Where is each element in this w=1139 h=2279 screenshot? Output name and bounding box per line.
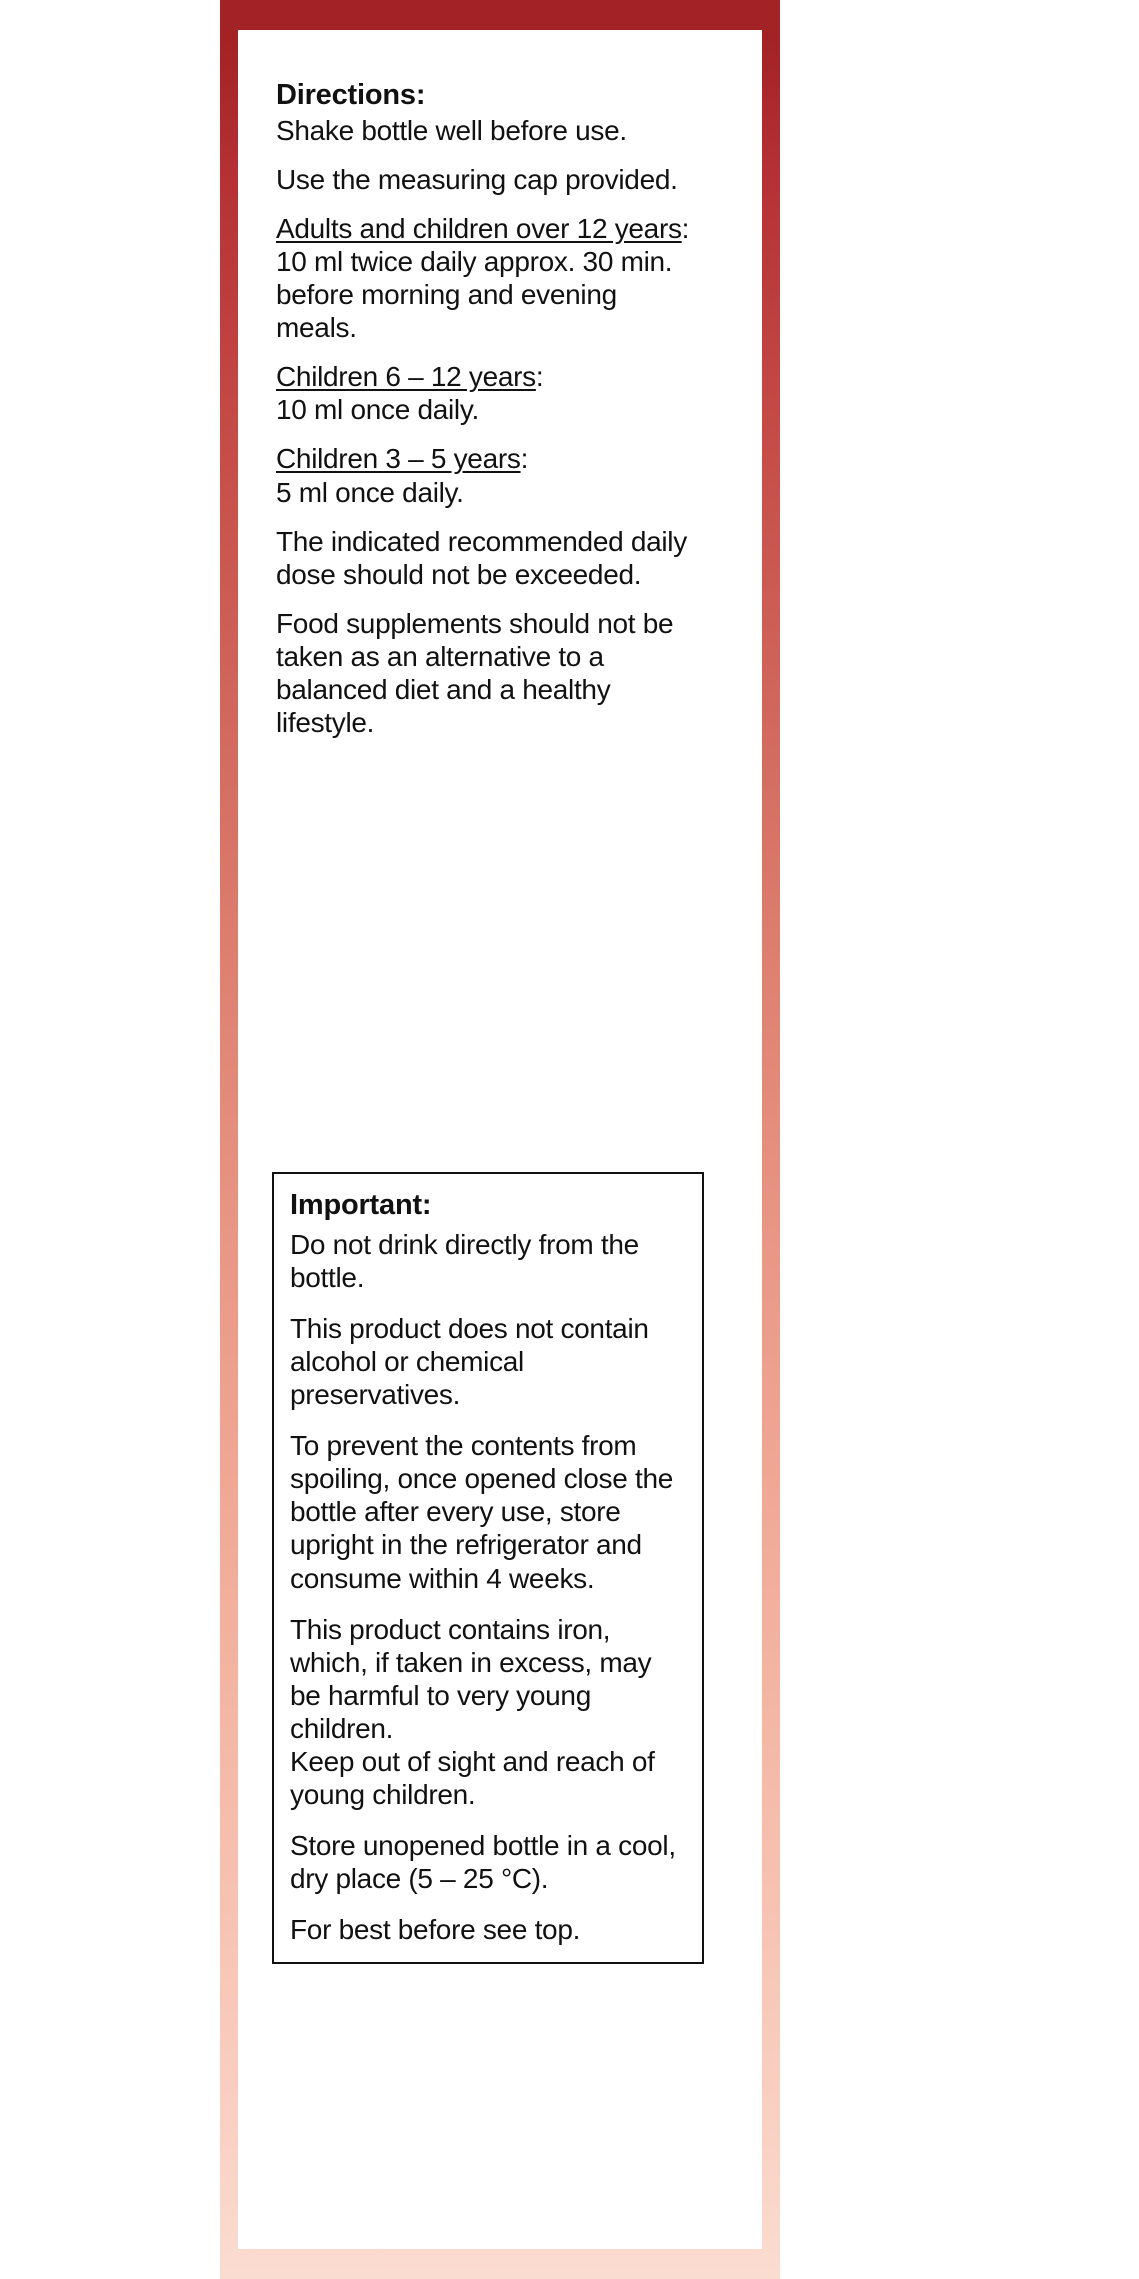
dosage-group-children-3-5-label-colon: : [520,443,529,475]
important-paragraph-storage-after-opening: To prevent the contents from spoiling, once opened close the bottle after every use, store upright in the refrigerator and consume within 4 weeks. [290,1430,673,1594]
dosage-group-children-3-5 [276,442,696,508]
dosage-group-adults-dose: 10 ml twice daily approx. 30 min. before morning and evening meals. [276,246,673,344]
dosage-group-children-3-5-label [276,442,696,475]
directions-section [276,78,696,755]
directions-paragraph-measuring-cap: Use the measuring cap provided. [276,164,678,196]
important-heading: Important: [290,1189,432,1221]
important-paragraph-keep-away-children: Keep out of sight and reach of young children. [290,1745,655,1810]
directions-paragraph-shake: Shake bottle well before use. [276,115,627,147]
dosage-group-children-6-12 [276,360,696,426]
dosage-group-adults-label-colon: : [681,213,690,245]
important-paragraph-iron-warning: This product contains iron, which, if taken in excess, may be harmful to very young children. [290,1613,652,1744]
label-color-band [220,0,780,2279]
directions-heading: Directions: [276,79,426,111]
dosage-group-adults-label-text: Adults and children over 12 years [276,213,682,245]
dosage-group-children-3-5-label-text: Children 3 – 5 years [276,443,521,475]
important-paragraph-unopened-storage: Store unopened bottle in a cool, dry place (5 – 25 °C). [290,1829,676,1894]
dosage-group-adults [276,212,696,344]
directions-paragraph-max-dose: The indicated recommended daily dose should not be exceeded. [276,525,687,590]
directions-paragraph-supplement-disclaimer: Food supplements should not be taken as an alternative to a balanced diet and a healthy lifestyle. [276,607,674,738]
important-section [272,1172,704,1964]
important-paragraph-best-before: For best before see top. [290,1913,581,1945]
dosage-group-children-3-5-dose: 5 ml once daily. [276,476,464,508]
important-paragraph-no-alcohol: This product does not contain alcohol or chemical preservatives. [290,1313,649,1411]
important-paragraph-do-not-drink: Do not drink directly from the bottle. [290,1229,639,1294]
dosage-group-children-6-12-dose: 10 ml once daily. [276,394,479,426]
dosage-group-children-6-12-label [276,360,696,393]
dosage-group-children-6-12-label-colon: : [535,361,544,393]
dosage-group-adults-label [276,212,696,245]
dosage-group-children-6-12-label-text: Children 6 – 12 years [276,361,536,393]
label-white-card [238,30,762,2249]
